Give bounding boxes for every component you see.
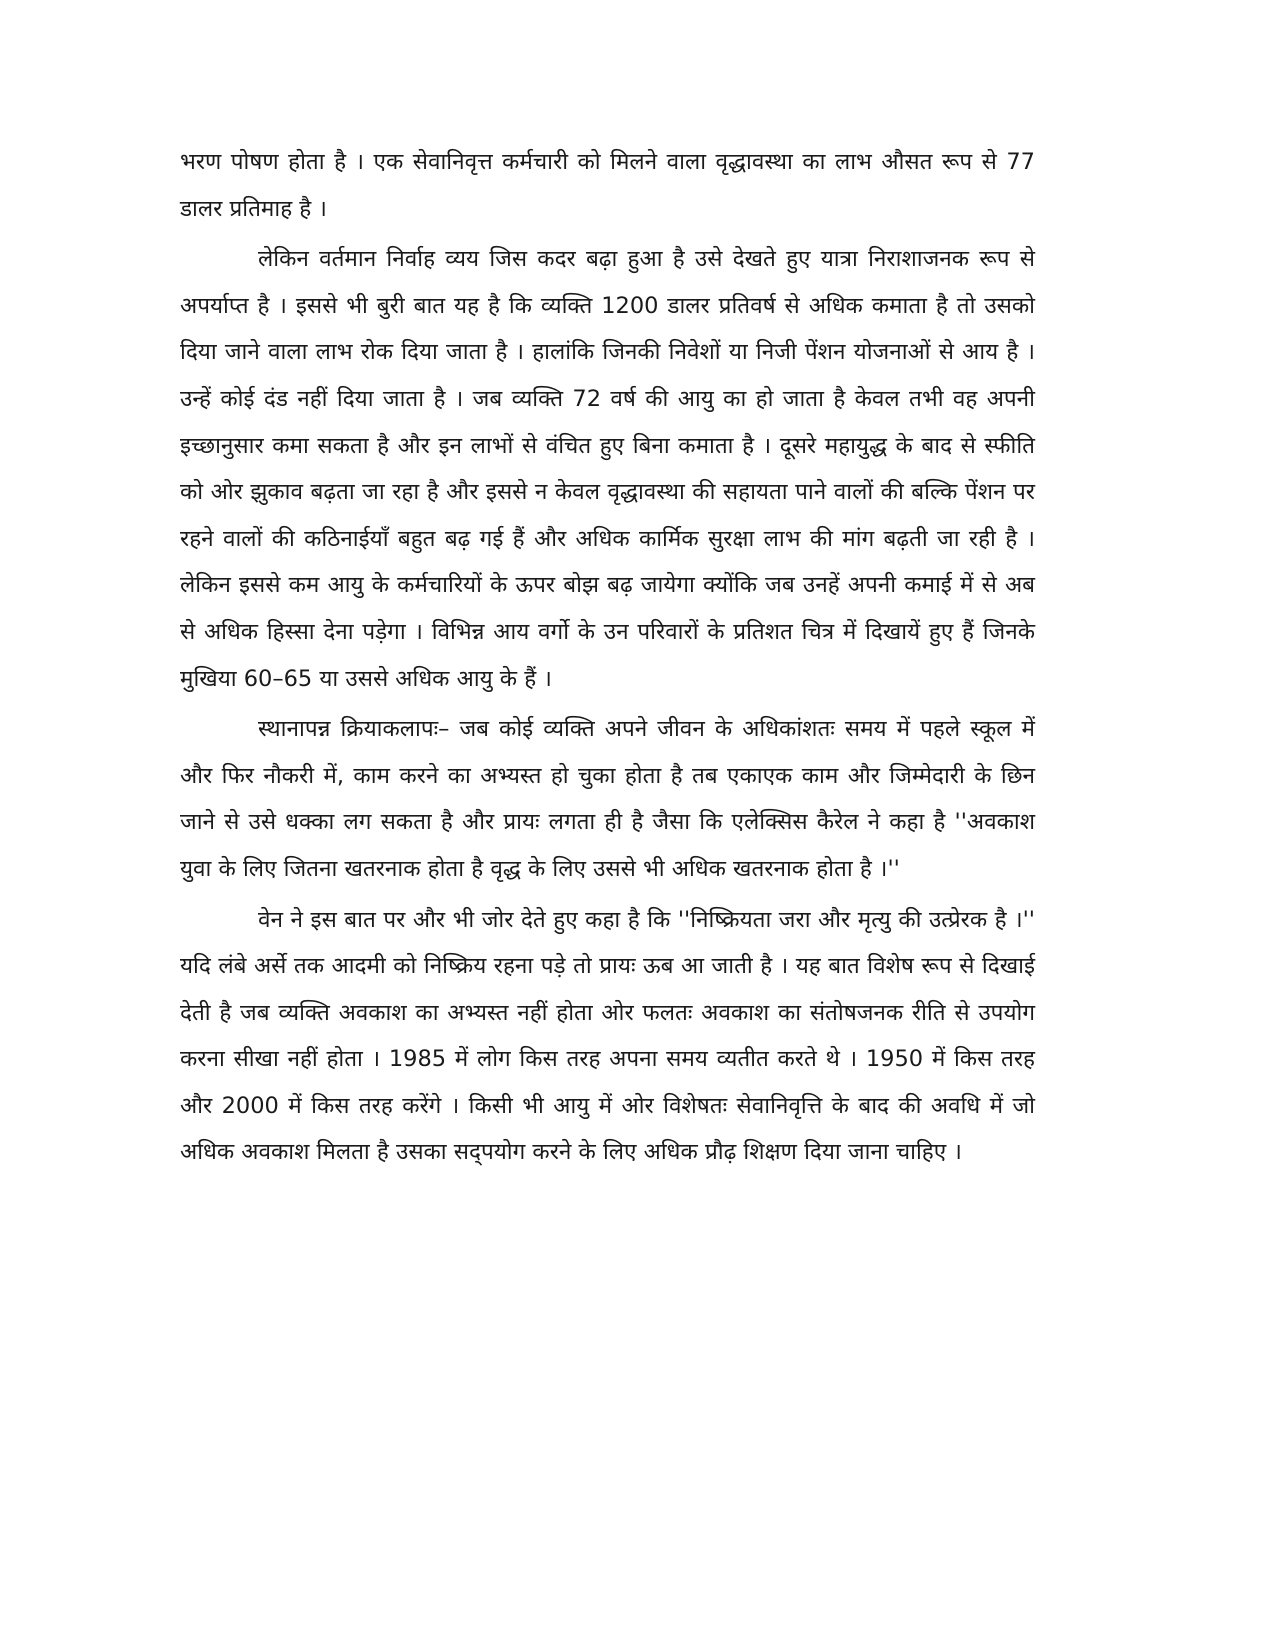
paragraph-4: वेन ने इस बात पर और भी जोर देते हुए कहा है कि ''निष्क्रियता जरा और मृत्यु की उत्प्रेरक है ।'' यदि लंबे अर्से तक आदमी को निष्क्रिय रहना पड़े तो प्रायः ऊब आ जाती है । यह बात विशेष रूप से दिखाई देती है जब व्यक्ति अवकाश का अभ्यस्त नहीं होता ओर फलतः अवकाश का संतोषजनक रीति से उपयोग करना सीखा नहीं होता । 1985 में लोग किस तरह अपना समय व्यतीत करते थे । 1950 में किस तरह और 2000 में किस तरह करेंगे । किसी भी आयु में ओर विशेषतः सेवानिवृत्ति के बाद की अवधि में जो अधिक अवकाश मिलता है उसका सद्पयोग करने के लिए अधिक प्रौढ़ शिक्षण दिया जाना चाहिए । (180, 906, 1035, 1166)
document-body (180, 139, 1035, 1176)
paragraph-3: स्थानापन्न क्रियाकलापः– जब कोई व्यक्ति अपने जीवन के अधिकांशतः समय में पहले स्कूल में और फिर नौकरी में, काम करने का अभ्यस्त हो चुका होता है तब एकाएक काम और जिम्मेदारी के छिन जाने से उसे धक्का लग सकता है और प्रायः लगता ही है जैसा कि एलेक्सिस कैरेल ने कहा है ''अवकाश युवा के लिए जितना खतरनाक होता है वृद्ध के लिए उससे भी अधिक खतरनाक होता है ।'' (180, 716, 1035, 882)
paragraph-1: भरण पोषण होता है । एक सेवानिवृत्त कर्मचारी को मिलने वाला वृद्धावस्था का लाभ औसत रूप से 77 डालर प्रतिमाह है । (180, 149, 1035, 222)
paragraph-2: लेकिन वर्तमान निर्वाह व्यय जिस कदर बढ़ा हुआ है उसे देखते हुए यात्रा निराशाजनक रूप से अपर्याप्त है । इससे भी बुरी बात यह है कि व्यक्ति 1200 डालर प्रतिवर्ष से अधिक कमाता है तो उसको दिया जाने वाला लाभ रोक दिया जाता है । हालांकि जिनकी निवेशों या निजी पेंशन योजनाओं से आय है । उन्हें कोई दंड नहीं दिया जाता है । जब व्यक्ति 72 वर्ष की आयु का हो जाता है केवल तभी वह अपनी इच्छानुसार कमा सकता है और इन लाभों से वंचित हुए बिना कमाता है । दूसरे महायुद्ध के बाद से स्फीति को ओर झुकाव बढ़ता जा रहा है और इससे न केवल वृद्धावस्था की सहायता पाने वालों की बल्कि पेंशन पर रहने वालों की कठिनाईयॉं बहुत बढ़ गई हैं और अधिक कार्मिक सुरक्षा लाभ की मांग बढ़ती जा रही है । लेकिन इससे कम आयु के कर्मचारियों के ऊपर बोझ बढ़ जायेगा क्योंकि जब उनहें अपनी कमाई में से अब से अधिक हिस्सा देना पड़ेगा । विभिन्न आय वर्गो के उन परिवारों के प्रतिशत चित्र में दिखायें हुए हैं जिनके मुखिया 60–65 या उससे अधिक आयु के हैं । (180, 246, 1035, 692)
